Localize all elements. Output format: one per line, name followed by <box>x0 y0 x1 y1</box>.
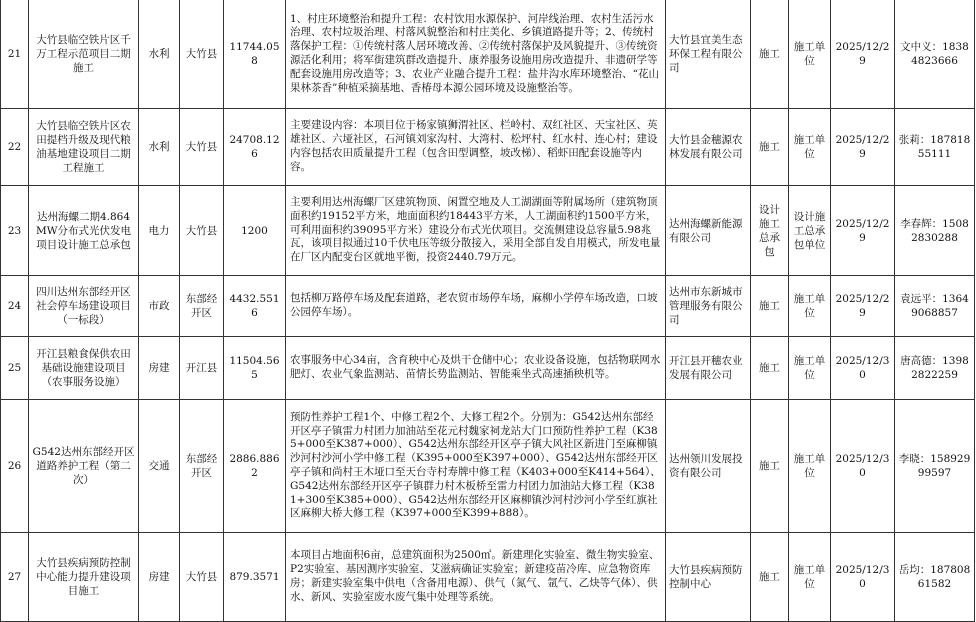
project-region: 开江县 <box>180 337 224 400</box>
row-number: 21 <box>1 0 29 109</box>
project-content: 包括柳万路停车场及配套道路，老农贸市场停车场，麻柳小学停车场改造，口坡公园停车场）。 <box>286 276 666 337</box>
project-region: 大竹县 <box>180 0 224 109</box>
project-region: 东部经开区 <box>180 276 224 337</box>
project-amount: 1200 <box>224 186 286 276</box>
publish-date: 2025/12/30 <box>831 337 895 400</box>
publish-date: 2025/12/30 <box>831 400 895 533</box>
contact-info: 张莉：18781855111 <box>895 109 975 186</box>
project-amount: 11744.058 <box>224 0 286 109</box>
bidder-role: 施工单位 <box>789 400 831 533</box>
row-number: 25 <box>1 337 29 400</box>
bidder-role: 施工单位 <box>789 276 831 337</box>
procurement-type: 施工 <box>751 0 789 109</box>
project-amount: 11504.565 <box>224 337 286 400</box>
publish-date: 2025/12/29 <box>831 276 895 337</box>
owner-unit: 达州海螺新能源有限公司 <box>666 186 751 276</box>
project-amount: 4432.5516 <box>224 276 286 337</box>
bidder-role: 施工单位 <box>789 0 831 109</box>
row-number: 24 <box>1 276 29 337</box>
contact-info: 李春辉：15082830288 <box>895 186 975 276</box>
row-number: 26 <box>1 400 29 533</box>
project-name: 大竹县临空铁片区千万工程示范项目二期施工 <box>29 0 139 109</box>
project-content: 本项目占地面积6亩，总建筑面积为2500㎡。新建理化实验室、微生物实验室、P2实验室、基因测序实验室、艾滋病确证实验室；新建疫苗冷库、应急物资库房；新建实验室集中供电（含备用电源）、供气（氮气、氩气、乙炔等气体）、供水、新风、实验室废水废气集中处理等系统。 <box>286 533 666 622</box>
bidder-role: 施工单位 <box>789 533 831 622</box>
contact-info: 李晓：15892999597 <box>895 400 975 533</box>
project-amount: 879.3571 <box>224 533 286 622</box>
owner-unit: 大竹县疾病预防控制中心 <box>666 533 751 622</box>
project-name: 大竹县疾病预防控制中心能力提升建设项目施工 <box>29 533 139 622</box>
row-number: 22 <box>1 109 29 186</box>
project-category: 市政 <box>139 276 180 337</box>
bidder-role: 施工单位 <box>789 337 831 400</box>
contact-info: 岳均：18780861582 <box>895 533 975 622</box>
table-row <box>1 337 975 400</box>
project-amount: 2886.8862 <box>224 400 286 533</box>
procurement-type: 施工 <box>751 337 789 400</box>
project-region: 大竹县 <box>180 533 224 622</box>
table-row <box>1 0 975 109</box>
table-row <box>1 400 975 533</box>
procurement-type: 设计施工总承包 <box>751 186 789 276</box>
table-row <box>1 276 975 337</box>
owner-unit: 大竹县宜美生态环保工程有限公司 <box>666 0 751 109</box>
project-category: 交通 <box>139 400 180 533</box>
project-content: 1、村庄环境整治和提升工程：农村饮用水源保护、河岸线治理、农村生活污水治理、农村垃圾治理、村落风貌整治和村庄美化、乡镇道路提升等；2、传统村落保护工程：①传统村落人居环境改善、②传统村落保护及风貌提升、③传统资源活化利用；将军街建筑群改造提升、康养服务设施用房改造提升、非遗研学等配套设施用房改造等；3、农业产业融合提升工程：盐井沟水库环境整治、“花山果林茶香”种植采摘基地、香椿母本源公园环境及设施整治等。 <box>286 0 666 109</box>
row-number: 27 <box>1 533 29 622</box>
publish-date: 2025/12/29 <box>831 186 895 276</box>
project-category: 房建 <box>139 337 180 400</box>
project-content: 预防性养护工程1个、中修工程2个、大修工程2个。分别为：G542达州东部经开区亭子镇雷力村团力加油站至花元村魏家祠龙站大门口预防性养护工程（K385+000至K387+000）、G542达州东部经开区亭子镇大风社区新进门至麻柳镇沙河村沙河小学中修工程（K395+000至K397+000）、G542达州东部经开区亭子镇和尚村王木垭口至天台寺村寿牌中修工程（K403+000至K414+564）、G542达州东部经开区亭子镇群力村木板桥至雷力村团力加油站大修工程（K381+300至K385+000）、G542达州东部经开区麻柳镇沙河村沙河小学至红旗社区麻柳大桥大修工程（K397+000至K399+888）。 <box>286 400 666 533</box>
owner-unit: 达州市东新城市管理服务有限公司 <box>666 276 751 337</box>
contact-info: 袁远平：13649068857 <box>895 276 975 337</box>
project-name: 达州海螺二期4.864MW分布式光伏发电项目设计施工总承包 <box>29 186 139 276</box>
publish-date: 2025/12/29 <box>831 109 895 186</box>
project-region: 大竹县 <box>180 109 224 186</box>
publish-date: 2025/12/30 <box>831 533 895 622</box>
project-name: 大竹县临空铁片区农田提档升级及现代粮油基地建设项目二期工程施工 <box>29 109 139 186</box>
project-name: G542达州东部经开区道路养护工程（第二次） <box>29 400 139 533</box>
row-number: 23 <box>1 186 29 276</box>
project-content: 主要建设内容：本项目位于杨家镇狮渭社区、栏岭村、双红社区、天宝社区、英雄社区、六垭社区，石河镇刘家沟村、大湾村、松坪村、红水村、连心村；建设内容包括农田质量提升工程（包含田型调整，坡改梯）、稻虾田配套设施等内容。 <box>286 109 666 186</box>
owner-unit: 开江县开穗农业发展有限公司 <box>666 337 751 400</box>
contact-info: 文中义：18384823666 <box>895 0 975 109</box>
project-name: 开江县粮食保供农田基础设施建设项目（农事服务设施） <box>29 337 139 400</box>
contact-info: 唐高德：13982822259 <box>895 337 975 400</box>
table-row <box>1 186 975 276</box>
owner-unit: 大竹县金穗源农林发展有限公司 <box>666 109 751 186</box>
table-row <box>1 109 975 186</box>
bidder-role: 施工单位 <box>789 109 831 186</box>
owner-unit: 达州领川发展投资有限公司 <box>666 400 751 533</box>
project-region: 东部经开区 <box>180 400 224 533</box>
procurement-type: 施工 <box>751 109 789 186</box>
project-region: 大竹县 <box>180 186 224 276</box>
table-row <box>1 533 975 622</box>
project-amount: 24708.126 <box>224 109 286 186</box>
procurement-type: 施工 <box>751 400 789 533</box>
project-category: 水利 <box>139 109 180 186</box>
project-content: 主要利用达州海螺厂区建筑物顶、闲置空地及人工湖湖面等附属场所（建筑物顶面积约19152平方米，地面面积约18443平方米，人工湖面积约1500平方米，可利用面积约39095平方米）建设分布式光伏项目。交流侧建设总容量5.98兆瓦，该项目拟通过10千伏电压等级分散接入，采用全部自发自用模式，所发电量在厂区内配变台区就地平衡，投资2440.79万元。 <box>286 186 666 276</box>
project-category: 电力 <box>139 186 180 276</box>
project-category: 水利 <box>139 0 180 109</box>
bidder-role: 设计施工总承包单位 <box>789 186 831 276</box>
publish-date: 2025/12/29 <box>831 0 895 109</box>
project-name: 四川达州东部经开区社会停车场建设项目（一标段） <box>29 276 139 337</box>
procurement-type: 施工 <box>751 276 789 337</box>
project-content: 农事服务中心34亩，含育秧中心及烘干仓储中心；农业设备设施，包括物联网水肥灯、农业气象监测站、苗情长势监测站、智能乘坐式高速插秧机等。 <box>286 337 666 400</box>
project-category: 房建 <box>139 533 180 622</box>
procurement-type: 施工 <box>751 533 789 622</box>
